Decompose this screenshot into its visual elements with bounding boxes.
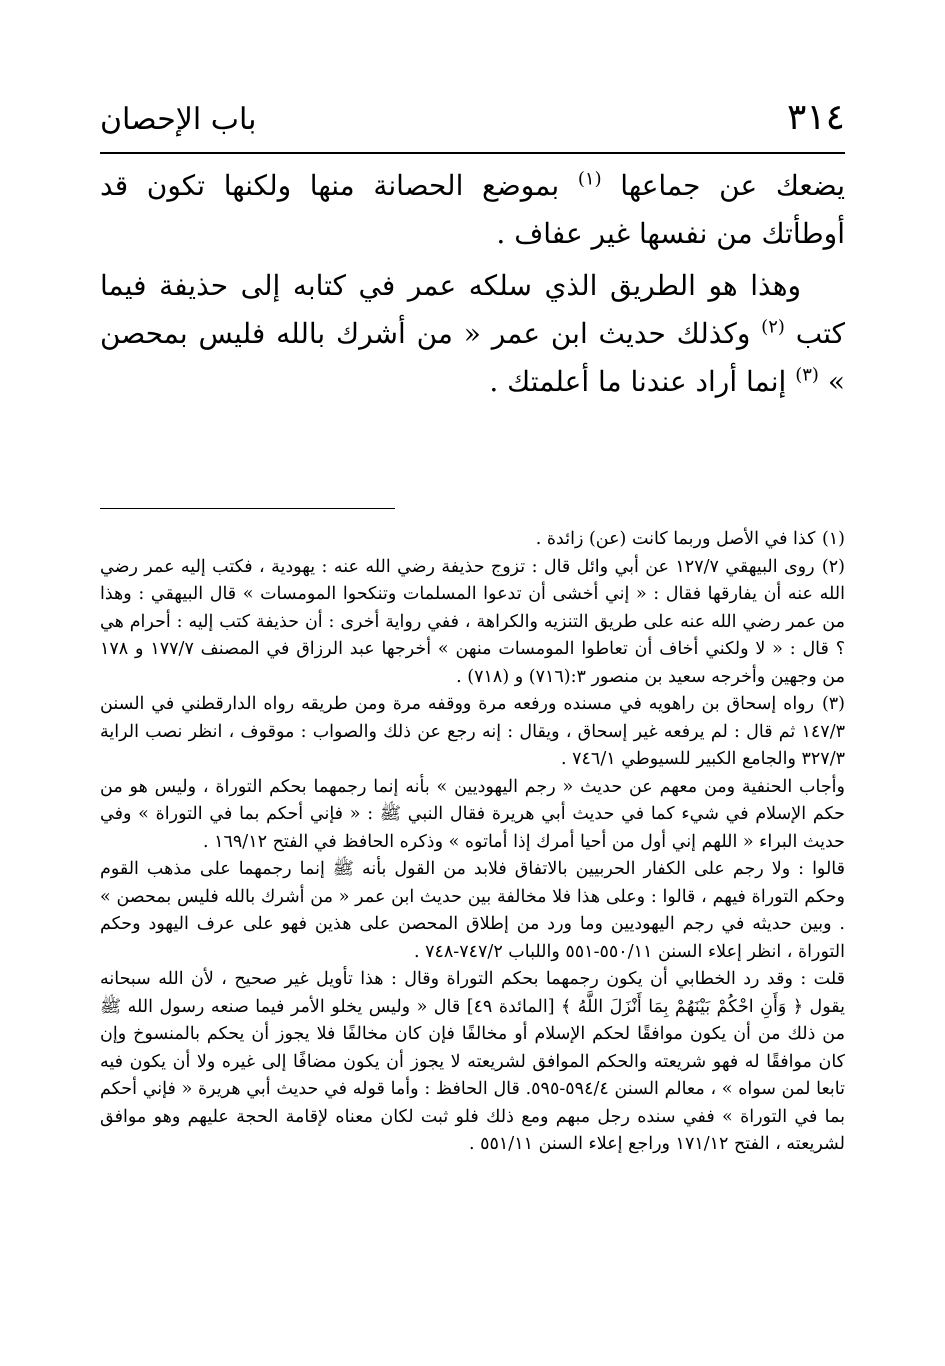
footnote-text: رواه إسحاق بن راهويه في مسنده ورفعه مرة ووقفه مرة ومن طريقه رواه الدارقطني في السنن ١٤٧/٣ ثم قال : لم يرفعه غير إسحاق ، ويقال : إنه رجع عن ذلك والصواب : موقوف ، انظر نصب الراية ٣٢٧/٣ والجامع الكبير للسيوطي ٧٤٦/١ .	[100, 694, 845, 769]
footnotes	[100, 526, 845, 1159]
main-text	[100, 162, 845, 410]
body-text-segment: وكذلك حديث ابن عمر « من أشرك بالله فليس بمحصن »	[100, 317, 845, 398]
page-header	[100, 88, 845, 148]
body-text-segment: وهذا هو الطريق الذي سلكه عمر في كتابه إلى حذيفة فيما كتب	[100, 269, 846, 350]
body-text-segment: يضعك عن جماعها	[620, 169, 846, 202]
footnote-3-paragraph-2: وأجاب الحنفية ومن معهم عن حديث « رجم اليهوديين » بأنه إنما رجمهما بحكم التوراة ، وليس هو من حكم الإسلام في شيء كما في حديث أبي هريرة فقال النبي ﷺ : « فإني أحكم بما في التوراة » وفي حديث البراء « اللهم إني أول من أحيا أمرك إذا أماتوه » وذكره الحافظ في الفتح ١٦٩/١٢ .	[100, 776, 845, 852]
body-text-segment: بموضع الحصانة منها ولكنها تكون قد أوطأتك من نفسها غير عفاف .	[100, 169, 845, 250]
footnote-ref-2: (٢)	[761, 316, 785, 338]
footnote-number: (٢)	[821, 556, 845, 577]
footnote-ref-1: (١)	[577, 168, 602, 190]
footnote-separator	[100, 508, 395, 509]
chapter-title: باب الإحصان	[100, 102, 257, 137]
footnote-text: روى البيهقي ١٢٧/٧ عن أبي وائل قال : تزوج حذيفة رضي الله عنه : يهودية ، فكتب إليه عمر رضي الله عنه أن يفارقها فقال : « إني أخشى أن تدعوا المسلمات وتنكحوا المومسات » قال البيهقي : وهذا من عمر رضي الله عنه على طريق التنزيه والكراهة ، ففي رواية أخرى : أن حذيفة كتب إليه : أحرام هي ؟ قال : « لا ولكني أخاف أن تعاطوا المومسات منهن » أخرجها عبد الرزاق في المصنف ١٧٧/٧ و ١٧٨ من وجهين وأخرجه سعيد بن منصور ٣:(٧١٦) و (٧١٨) .	[100, 556, 846, 687]
footnote-number: (٣)	[821, 694, 845, 714]
body-paragraph-1	[100, 162, 845, 258]
footnote-text: كذا في الأصل وربما كانت (عن) زائدة .	[535, 529, 816, 549]
body-text-segment: إنما أراد عندنا ما أعلمتك .	[489, 365, 787, 398]
footnote-ref-3: (٣)	[795, 364, 819, 386]
page-number: ٣١٤	[786, 97, 845, 138]
footnote-1	[100, 526, 845, 554]
body-paragraph-2	[100, 262, 845, 406]
header-rule	[100, 152, 845, 154]
footnote-2	[100, 554, 845, 692]
footnote-3	[100, 691, 845, 774]
footnote-3-paragraph-4: قلت : وقد رد الخطابي أن يكون رجمهما بحكم التوراة وقال : هذا تأويل غير صحيح ، لأن الله سبحانه يقول ﴿ وَأَنِ احْكُمْ بَيْنَهُمْ بِمَا أَنْزَلَ اللَّهُ ﴾ [المائدة ٤٩] قال « وليس يخلو الأمر فيما صنعه رسول الله ﷺ من ذلك من أن يكون موافقًا لحكم الإسلام أو مخالفًا فإن كان مخالفًا فلا يجوز أن يحكم بالمنسوخ وإن كان موافقًا له فهو شريعته والحكم الموافق لشريعته لا يجوز أن يكون مضافًا إلى غيره ولا أن يكون فيه تابعا لمن سواه » ، معالم السنن ٥٩٤/٤-٥٩٥. قال الحافظ : وأما قوله في حديث أبي هريرة « فإني أحكم بما في التوراة » ففي سنده رجل مبهم ومع ذلك فلو ثبت لكان معناه لإقامة الحجة عليهم وهو موافق لشريعته ، الفتح ١٧١/١٢ وراجع إعلاء السنن ٥٥١/١١ .	[100, 969, 846, 1154]
footnote-number: (١)	[821, 529, 845, 549]
footnote-3-paragraph-3: قالوا : ولا رجم على الكفار الحربيين بالاتفاق فلابد من القول بأنه ﷺ إنما رجمهما على مذهب القوم وحكم التوراة فيهم ، قالوا : وعلى هذا فلا مخالفة بين حديث ابن عمر « من أشرك بالله فليس بمحصن » . وبين حديثه في رجم اليهوديين وما ورد من إطلاق المحصن على هذين فهو على عرف اليهود وحكم التوراة ، انظر إعلاء السنن ٥٥٠/١١-٥٥١ واللباب ٧٤٧/٢-٧٤٨ .	[100, 859, 845, 962]
